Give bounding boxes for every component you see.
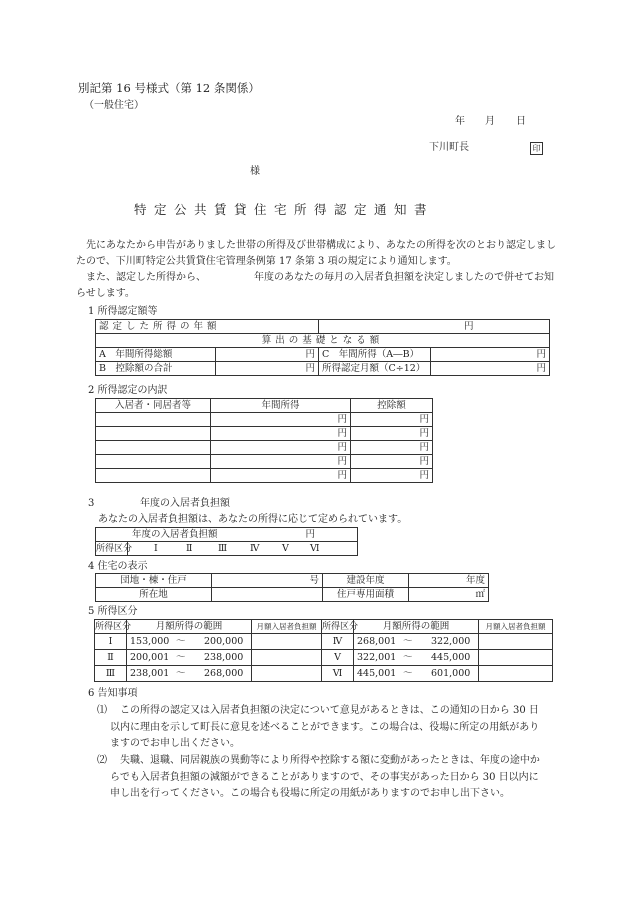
burden-cell: [479, 634, 553, 650]
range-tilde: ～: [176, 667, 186, 679]
income-yen: 円: [211, 469, 351, 483]
section-3-number: 3: [88, 498, 95, 509]
complex-label: 団地・棟・住戸: [96, 574, 212, 588]
table-row: [96, 469, 433, 483]
range-tilde: ～: [176, 651, 186, 663]
class-v: Ⅴ: [282, 542, 289, 554]
class-cell: Ⅲ: [95, 666, 127, 682]
annual-income-yen: 円: [431, 348, 550, 362]
income-breakdown-table: [95, 398, 433, 483]
certified-annual-label: 認定した所得の年額: [96, 320, 319, 334]
burden-yen: 円: [305, 528, 316, 540]
class-ii: Ⅱ: [186, 542, 193, 554]
burden-label-text: 年度の入居者負担額: [132, 528, 218, 540]
burden-label: [96, 528, 358, 542]
range-to: 268,000: [204, 667, 244, 679]
range-from: 268,001: [357, 635, 397, 647]
header-annual-income: 年間所得: [211, 399, 351, 413]
form-title: 別記第 16 号様式（第 12 条関係）: [78, 81, 260, 95]
seal-mark: [530, 142, 543, 155]
floor-area-unit: ㎡: [409, 588, 489, 602]
section-3-description: あなたの入居者負担額は、あなたの所得に応じて定められています。: [98, 514, 408, 525]
class-iii: Ⅲ: [218, 542, 228, 554]
range-from: 445,001: [357, 667, 397, 679]
class-cell: Ⅳ: [322, 634, 354, 650]
intro-paragraph-2: [76, 270, 556, 302]
form-subtitle: （一般住宅）: [84, 100, 144, 111]
build-year-unit: 年度: [409, 574, 489, 588]
section-6-heading: 6 告知事項: [88, 688, 138, 699]
deduction-total-label: B 控除額の合計: [96, 362, 216, 376]
table-row: [96, 362, 550, 376]
section-4-heading: 4 住宅の表示: [88, 561, 148, 572]
build-year-label: 建設年度: [323, 574, 409, 588]
table-row: [96, 399, 433, 413]
burden-cell: [252, 634, 322, 650]
deduction-yen: 円: [351, 455, 433, 469]
range-from: 322,001: [357, 651, 397, 663]
header-range-right: 月額所得の範囲: [354, 620, 479, 634]
burden-cell: [479, 666, 553, 682]
header-burden-left: 月額入居者負担額: [252, 620, 322, 634]
range-cell: [127, 634, 252, 650]
burden-cell: [479, 650, 553, 666]
table-row: [96, 455, 433, 469]
notice-1-text: この所得の認定又は入居者負担額の決定について意見があるときは、この通知の日から 30 日以内に理由を示して町長に意見を述べることができます。この場合は、役場に所定の用紙がありますのでお申し出ください。: [110, 705, 540, 749]
housing-table: [95, 573, 489, 602]
annual-income-label: C 年間所得（A―B）: [319, 348, 431, 362]
date-day: 日: [516, 116, 526, 127]
income-yen: 円: [211, 413, 351, 427]
occupant-cell: [96, 455, 211, 469]
range-to: 238,000: [204, 651, 244, 663]
section-2-heading: 2 所得認定の内訳: [88, 385, 168, 396]
class-cell: Ⅱ: [95, 650, 127, 666]
income-class-table: [94, 619, 553, 682]
table-row: [95, 650, 553, 666]
range-tilde: ～: [403, 651, 413, 663]
header-class-right: 所得区分: [322, 621, 359, 632]
deduction-yen: 円: [351, 469, 433, 483]
class-label: 所得区分: [96, 543, 133, 554]
table-row: [96, 413, 433, 427]
table-row: [95, 634, 553, 650]
class-iv: Ⅳ: [250, 542, 260, 554]
table-row: [96, 427, 433, 441]
income-yen: 円: [211, 427, 351, 441]
class-cell: Ⅰ: [95, 634, 127, 650]
table-row: [96, 574, 489, 588]
occupant-cell: [96, 427, 211, 441]
range-cell: [354, 666, 479, 682]
deduction-yen: 円: [351, 427, 433, 441]
occupant-cell: [96, 413, 211, 427]
range-to: 322,000: [431, 635, 471, 647]
range-to: 445,000: [431, 651, 471, 663]
header-burden-right: 月額入居者負担額: [479, 620, 553, 634]
range-to: 601,000: [431, 667, 471, 679]
range-from: 238,001: [130, 667, 170, 679]
unit-suffix: 号: [212, 574, 323, 588]
issuer: 下川町長: [429, 142, 469, 153]
header-occupants: 入居者・同居者等: [96, 399, 211, 413]
class-vi: Ⅵ: [310, 542, 320, 554]
floor-area-label: 住戸専用面積: [323, 588, 409, 602]
range-tilde: ～: [403, 667, 413, 679]
header-class-left: 所得区分: [95, 621, 132, 632]
table-row: [95, 620, 553, 634]
section-3-heading: 年度の入居者負担額: [140, 498, 230, 509]
class-list: [128, 542, 358, 556]
section-5-heading: 5 所得区分: [88, 606, 138, 617]
burden-cell: [252, 650, 322, 666]
table-row: [95, 666, 553, 682]
table-row: [96, 320, 550, 334]
notice-2-mark: ⑵: [97, 755, 107, 766]
class-cell: Ⅵ: [322, 666, 354, 682]
income-summary-table: [95, 319, 550, 376]
range-cell: [127, 650, 252, 666]
income-yen: 円: [211, 441, 351, 455]
class-i: Ⅰ: [154, 542, 158, 554]
occupant-cell: [96, 469, 211, 483]
range-tilde: ～: [176, 635, 186, 647]
range-from: 200,001: [130, 651, 170, 663]
range-cell: [354, 634, 479, 650]
deduction-yen: 円: [351, 413, 433, 427]
notice-1-mark: ⑴: [97, 705, 107, 716]
burden-cell: [252, 666, 322, 682]
date-year: 年: [455, 116, 465, 127]
deduction-total-yen: 円: [216, 362, 319, 376]
intro-p2-b: 年度のあなたの毎月の入居者負担額を決定しましたので併せてお知らせします。: [76, 272, 554, 299]
section-1-heading: 1 所得認定額等: [88, 306, 158, 317]
occupant-cell: [96, 441, 211, 455]
notice-2-text: 失職、退職、同居親族の異動等により所得や控除する額に変動があったときは、年度の途中からでも入居者負担額の減額ができることがありますので、その事実があった日から 30 日以内に申し出を行ってください。この場合も役場に所定の用紙がありますのでお申し出下さい。: [110, 755, 540, 799]
burden-table: [95, 527, 358, 556]
date-month: 月: [485, 116, 495, 127]
monthly-income-yen: 円: [431, 362, 550, 376]
class-cell: Ⅴ: [322, 650, 354, 666]
range-cell: [354, 650, 479, 666]
monthly-income-label: 所得認定月額（C÷12）: [319, 362, 431, 376]
basis-label: 算出の基礎となる額: [96, 334, 550, 348]
certified-annual-yen: 円: [319, 320, 550, 334]
location-value: [212, 588, 323, 602]
range-from: 153,000: [130, 635, 170, 647]
table-row: [96, 528, 358, 542]
range-to: 200,000: [204, 635, 244, 647]
range-cell: [127, 666, 252, 682]
table-row: [96, 542, 358, 556]
intro-paragraph-1: 先にあなたから申告がありました世帯の所得及び世帯構成により、あなたの所得を次のとおり認定しましたので、下川町特定公共賃貸住宅管理条例第 17 条第 3 項の規定により通知します。: [76, 240, 556, 267]
income-yen: 円: [211, 455, 351, 469]
total-income-yen: 円: [216, 348, 319, 362]
recipient-suffix: 様: [250, 166, 260, 177]
total-income-label: A 年間所得総額: [96, 348, 216, 362]
location-label: 所在地: [96, 588, 212, 602]
seal-text: 印: [530, 142, 543, 155]
header-deduction: 控除額: [351, 399, 433, 413]
header-range-left: 月額所得の範囲: [127, 620, 252, 634]
table-row: [96, 334, 550, 348]
table-row: [96, 348, 550, 362]
intro-p2-a: また、認定した所得から、: [86, 272, 206, 283]
doc-title: 特定公共賃貸住宅所得認定通知書: [134, 202, 435, 217]
range-tilde: ～: [403, 635, 413, 647]
table-row: [96, 588, 489, 602]
table-row: [96, 441, 433, 455]
deduction-yen: 円: [351, 441, 433, 455]
